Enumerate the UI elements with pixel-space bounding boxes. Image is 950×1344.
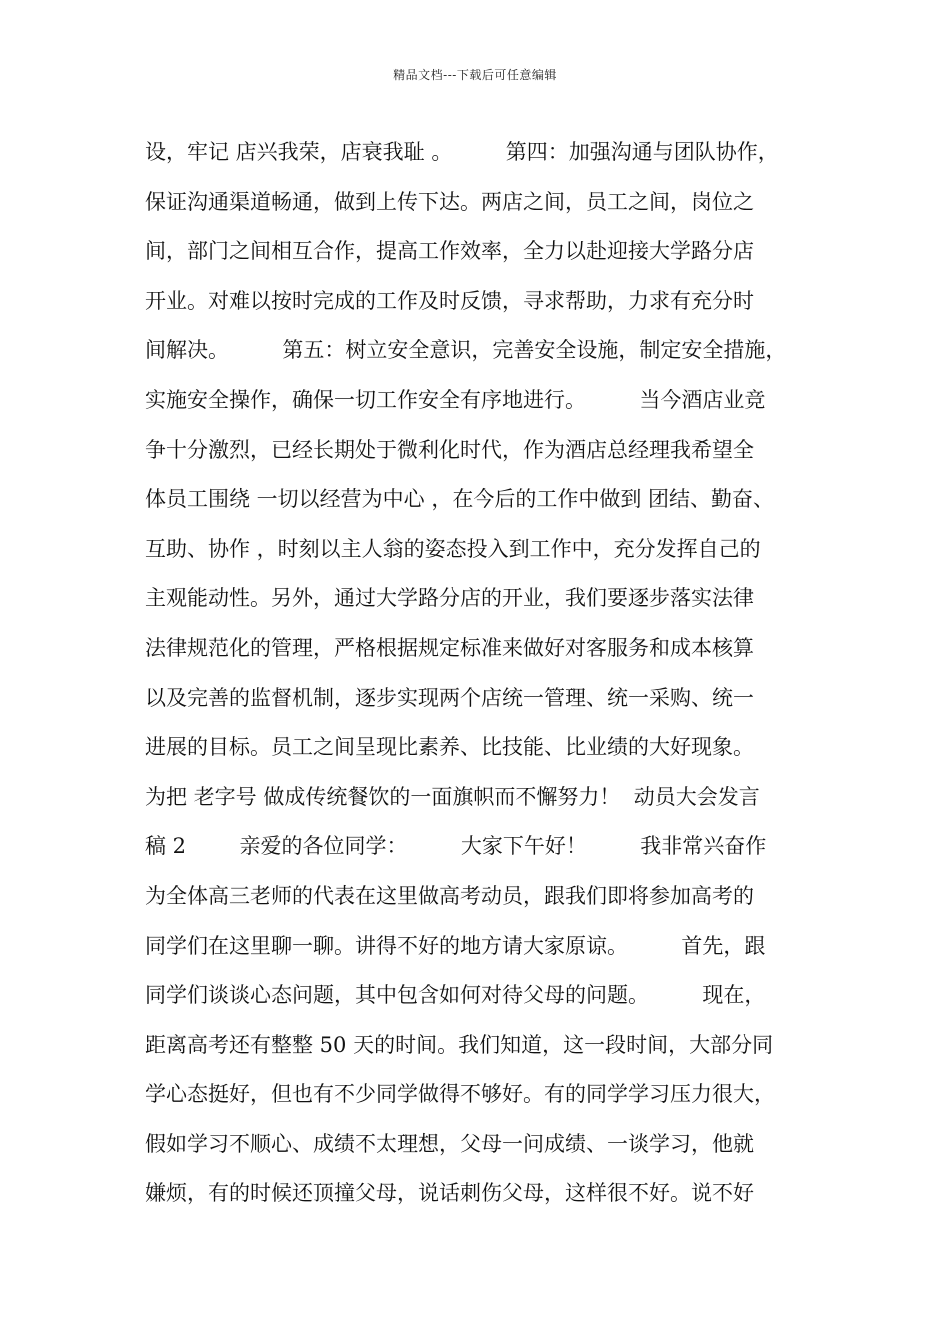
body-line: 同学们谈谈心态问题，其中包含如何对待父母的问题。 现在， (145, 983, 766, 1008)
body-line: 互助、协作 ，时刻以主人翁的姿态投入到工作中，充分发挥自己的 (145, 536, 761, 561)
body-line: 同学们在这里聊一聊。讲得不好的地方请大家原谅。 首先，跟 (145, 933, 766, 958)
page-header: 精品文档---下载后可任意编辑 (393, 68, 557, 82)
body-line: 开业。对难以按时完成的工作及时反馈，寻求帮助，力求有充分时 (145, 288, 754, 313)
body-line: 进展的目标。员工之间呈现比素养、比技能、比业绩的大好现象。 (145, 735, 754, 760)
body-line: 保证沟通渠道畅通，做到上传下达。两店之间，员工之间，岗位之 (145, 189, 754, 214)
body-line: 争十分激烈，已经长期处于微利化时代，作为酒店总经理我希望全 (145, 437, 754, 462)
body-line: 体员工围绕 一切以经营为中心 ，在今后的工作中做到 团结、勤奋、 (145, 487, 775, 512)
body-line: 间，部门之间相互合作，提高工作效率，全力以赴迎接大学路分店 (145, 239, 754, 264)
body-line: 法律规范化的管理，严格根据规定标准来做好对客服务和成本核算 (145, 635, 754, 660)
body-line: 假如学习不顺心、成绩不太理想，父母一问成绩、一谈学习，他就 (145, 1131, 754, 1156)
body-line: 主观能动性。另外，通过大学路分店的开业，我们要逐步落实法律 (145, 586, 754, 611)
body-line: 间解决。 第五：树立安全意识，完善安全设施，制定安全措施， (145, 338, 787, 363)
body-line: 为把 老字号 做成传统餐饮的一面旗帜而不懈努力！ 动员大会发言 (145, 784, 760, 809)
body-line: 以及完善的监督机制，逐步实现两个店统一管理、统一采购、统一 (145, 685, 754, 710)
body-line: 稿 2 亲爱的各位同学： 大家下午好！ 我非常兴奋作 (145, 834, 767, 859)
body-line: 设，牢记 店兴我荣，店衰我耻 。 第四：加强沟通与团队协作， (145, 140, 779, 164)
body-line: 学心态挺好，但也有不少同学做得不够好。有的同学学习压力很大， (145, 1082, 775, 1107)
body-line: 为全体高三老师的代表在这里做高考动员，跟我们即将参加高考的 (145, 883, 754, 908)
document-body (145, 128, 825, 1219)
body-line: 实施安全操作，确保一切工作安全有序地进行。 当今酒店业竞 (145, 387, 766, 412)
body-line: 距离高考还有整整 50 天的时间。我们知道，这一段时间，大部分同 (145, 1032, 774, 1057)
body-line: 嫌烦，有的时候还顶撞父母，说话刺伤父母，这样很不好。说不好 (145, 1181, 754, 1206)
